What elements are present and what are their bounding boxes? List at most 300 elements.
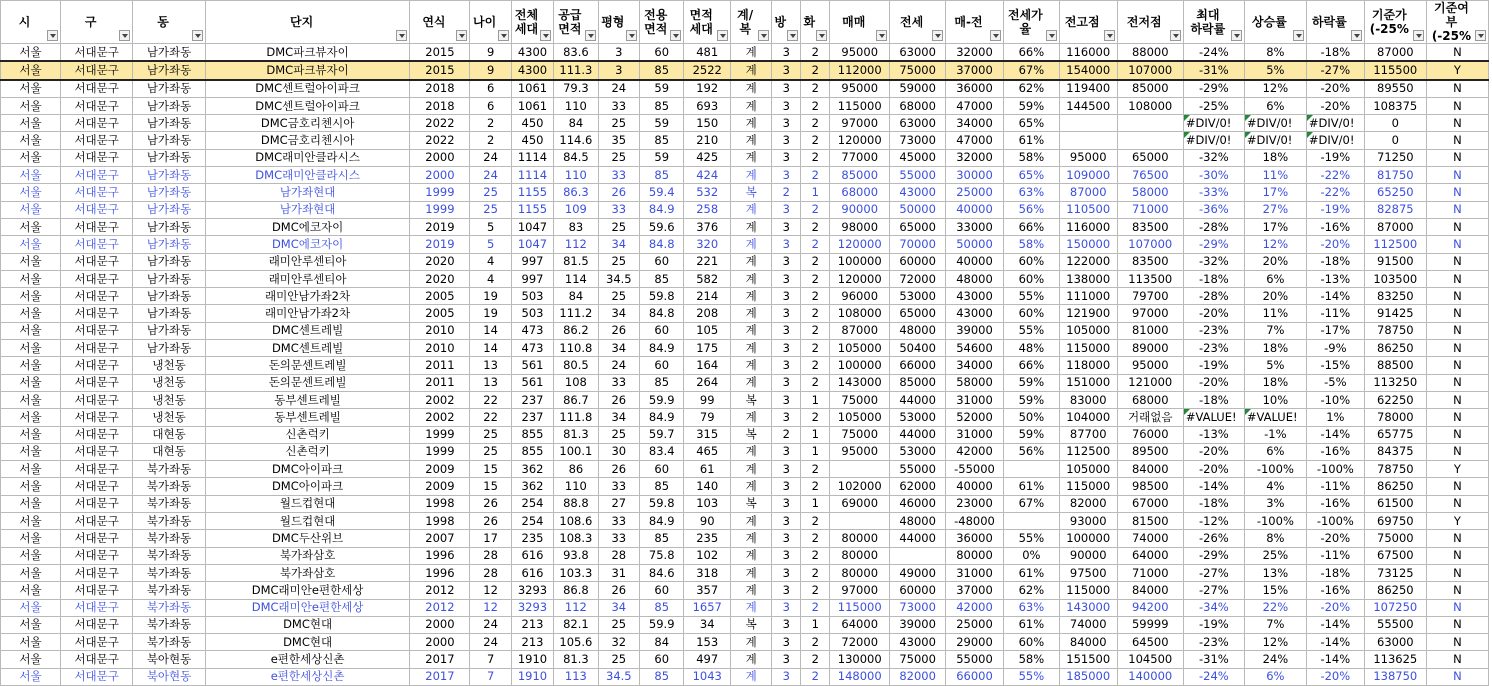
table-cell[interactable]: 318	[684, 564, 731, 581]
table-cell[interactable]: 48000	[946, 270, 1004, 287]
table-cell[interactable]: 97000	[830, 582, 890, 599]
table-row[interactable]	[1, 184, 1489, 201]
filter-dropdown-icon[interactable]	[396, 30, 407, 41]
table-cell[interactable]: -48000	[946, 513, 1004, 530]
table-cell[interactable]: 서울	[1, 236, 61, 253]
table-cell[interactable]: 14	[470, 340, 511, 357]
table-row[interactable]	[1, 616, 1489, 633]
table-cell[interactable]: 450	[511, 115, 553, 132]
table-cell[interactable]: 105000	[1059, 461, 1117, 478]
table-cell[interactable]: 103.3	[554, 564, 598, 581]
column-header[interactable]	[1059, 1, 1117, 44]
table-cell[interactable]: 213	[511, 634, 553, 651]
table-cell[interactable]: 83.4	[639, 443, 683, 460]
table-cell[interactable]: 78750	[1364, 461, 1426, 478]
table-cell[interactable]: 616	[511, 564, 553, 581]
table-cell[interactable]: 월드컵현대	[205, 513, 410, 530]
table-cell[interactable]: 59.4	[639, 184, 683, 201]
table-cell[interactable]: -18%	[1306, 253, 1364, 270]
table-cell[interactable]: 신촌럭키	[205, 426, 410, 443]
table-cell[interactable]: 5	[470, 236, 511, 253]
table-cell[interactable]: 서대문구	[60, 478, 132, 495]
table-cell[interactable]: 315	[684, 426, 731, 443]
table-cell[interactable]: 서대문구	[60, 443, 132, 460]
table-cell[interactable]: N	[1426, 599, 1488, 616]
table-cell[interactable]: 남가좌현대	[205, 201, 410, 218]
table-row[interactable]	[1, 443, 1489, 460]
table-cell[interactable]: 1998	[410, 495, 470, 512]
table-row[interactable]	[1, 61, 1489, 79]
table-cell[interactable]: 89550	[1364, 80, 1426, 98]
table-cell[interactable]: 47000	[946, 97, 1004, 114]
table-cell[interactable]: 25	[470, 184, 511, 201]
table-cell[interactable]: 47000	[946, 132, 1004, 149]
table-cell[interactable]: 2000	[410, 616, 470, 633]
table-cell[interactable]: 서울	[1, 253, 61, 270]
table-cell[interactable]: Y	[1426, 61, 1488, 79]
table-cell[interactable]: 55%	[1003, 530, 1059, 547]
table-cell[interactable]: 계	[730, 357, 771, 374]
table-cell[interactable]: 58000	[1117, 184, 1183, 201]
table-cell[interactable]: 서울	[1, 288, 61, 305]
table-cell[interactable]: 2	[470, 132, 511, 149]
table-cell[interactable]: 33	[598, 513, 639, 530]
table-row[interactable]	[1, 357, 1489, 374]
table-cell[interactable]: 83.6	[554, 44, 598, 62]
table-cell[interactable]: 서대문구	[60, 495, 132, 512]
table-cell[interactable]: 돈의문센트레빌	[205, 374, 410, 391]
table-cell[interactable]: 108.6	[554, 513, 598, 530]
table-cell[interactable]: 79.3	[554, 80, 598, 98]
table-cell[interactable]: 복	[730, 426, 771, 443]
table-cell[interactable]: 서대문구	[60, 547, 132, 564]
table-cell[interactable]: 50%	[1003, 409, 1059, 426]
table-cell[interactable]: 9	[470, 44, 511, 62]
table-cell[interactable]: 2	[801, 97, 830, 114]
table-cell[interactable]: 24	[598, 80, 639, 98]
table-cell[interactable]: 3	[772, 530, 801, 547]
table-cell[interactable]: 71250	[1364, 149, 1426, 166]
table-cell[interactable]: 2019	[410, 218, 470, 235]
table-cell[interactable]: 65775	[1364, 426, 1426, 443]
column-header[interactable]	[830, 1, 890, 44]
table-cell[interactable]: 서울	[1, 495, 61, 512]
table-cell[interactable]: 서울	[1, 478, 61, 495]
table-cell[interactable]: 계	[730, 97, 771, 114]
table-cell[interactable]: 85	[639, 270, 683, 287]
table-cell[interactable]: 19	[470, 288, 511, 305]
table-cell[interactable]: 81000	[1117, 322, 1183, 339]
table-cell[interactable]: 서대문구	[60, 270, 132, 287]
table-cell[interactable]: 71000	[1117, 201, 1183, 218]
table-cell[interactable]: 1061	[511, 97, 553, 114]
table-cell[interactable]: 12%	[1244, 80, 1306, 98]
table-cell[interactable]: 107250	[1364, 599, 1426, 616]
table-cell[interactable]: 376	[684, 218, 731, 235]
table-cell[interactable]: -20%	[1306, 236, 1364, 253]
table-cell[interactable]: 104000	[1059, 409, 1117, 426]
table-cell[interactable]: 3	[772, 564, 801, 581]
table-cell[interactable]: 85	[639, 478, 683, 495]
table-cell[interactable]: 108000	[1117, 97, 1183, 114]
table-cell[interactable]: 2	[801, 80, 830, 98]
table-cell[interactable]: -30%	[1183, 167, 1244, 184]
table-cell[interactable]: 64500	[1117, 634, 1183, 651]
table-cell[interactable]: 30000	[946, 167, 1004, 184]
table-cell[interactable]: 88.8	[554, 495, 598, 512]
column-header[interactable]	[1, 1, 61, 44]
filter-dropdown-icon[interactable]	[1104, 30, 1115, 41]
table-cell[interactable]: 115000	[830, 97, 890, 114]
table-cell[interactable]: 143000	[1059, 599, 1117, 616]
table-cell[interactable]: 254	[511, 495, 553, 512]
table-row[interactable]	[1, 634, 1489, 651]
table-cell[interactable]: 1114	[511, 149, 553, 166]
table-cell[interactable]: 서울	[1, 651, 61, 668]
table-cell[interactable]: 140	[684, 478, 731, 495]
table-cell[interactable]: 2009	[410, 461, 470, 478]
table-cell[interactable]: 0	[1364, 132, 1426, 149]
table-cell[interactable]: 59	[639, 80, 683, 98]
table-cell[interactable]: -23%	[1183, 322, 1244, 339]
table-cell[interactable]: 67%	[1003, 495, 1059, 512]
table-row[interactable]	[1, 340, 1489, 357]
table-cell[interactable]: -19%	[1183, 616, 1244, 633]
table-cell[interactable]: 95000	[1059, 149, 1117, 166]
table-cell[interactable]: N	[1426, 651, 1488, 668]
table-cell[interactable]: 서울	[1, 599, 61, 616]
table-cell[interactable]: 114	[554, 270, 598, 287]
table-cell[interactable]: 13	[470, 374, 511, 391]
table-cell[interactable]: 1996	[410, 564, 470, 581]
table-cell[interactable]: 86	[554, 461, 598, 478]
table-cell[interactable]: -18%	[1306, 44, 1364, 62]
table-cell[interactable]: -31%	[1183, 651, 1244, 668]
table-cell[interactable]: 119400	[1059, 80, 1117, 98]
table-cell[interactable]: 복	[730, 616, 771, 633]
table-cell[interactable]: 49000	[890, 564, 946, 581]
table-row[interactable]	[1, 132, 1489, 149]
table-cell[interactable]: N	[1426, 564, 1488, 581]
table-cell[interactable]: 24	[470, 167, 511, 184]
table-cell[interactable]: 서대문구	[60, 149, 132, 166]
table-cell[interactable]: 2	[772, 426, 801, 443]
table-cell[interactable]	[1059, 115, 1117, 132]
table-cell[interactable]: 서대문구	[60, 80, 132, 98]
column-header[interactable]	[554, 1, 598, 44]
table-cell[interactable]: 75000	[1364, 530, 1426, 547]
table-row[interactable]	[1, 80, 1489, 98]
table-cell[interactable]: 855	[511, 443, 553, 460]
table-cell[interactable]: 61500	[1364, 495, 1426, 512]
column-header[interactable]	[801, 1, 830, 44]
table-cell[interactable]: Y	[1426, 461, 1488, 478]
table-cell[interactable]: 2018	[410, 80, 470, 98]
table-cell[interactable]: 59.7	[639, 426, 683, 443]
table-cell[interactable]: 34.5	[598, 270, 639, 287]
table-cell[interactable]: 3	[772, 288, 801, 305]
table-cell[interactable]: N	[1426, 495, 1488, 512]
table-cell[interactable]: 83250	[1364, 288, 1426, 305]
table-cell[interactable]: 27%	[1244, 201, 1306, 218]
table-cell[interactable]: -20%	[1306, 80, 1364, 98]
table-cell[interactable]	[1003, 461, 1059, 478]
table-cell[interactable]: 2	[801, 201, 830, 218]
table-cell[interactable]: 95000	[830, 443, 890, 460]
table-cell[interactable]: 85	[639, 374, 683, 391]
table-cell[interactable]: N	[1426, 80, 1488, 98]
table-cell[interactable]: 27	[598, 495, 639, 512]
table-cell[interactable]: 50400	[890, 340, 946, 357]
table-cell[interactable]: 2002	[410, 409, 470, 426]
table-cell[interactable]: 래미안남가좌2차	[205, 305, 410, 322]
table-cell[interactable]: N	[1426, 426, 1488, 443]
table-cell[interactable]: 113	[554, 668, 598, 685]
table-cell[interactable]: 111000	[1059, 288, 1117, 305]
table-cell[interactable]: 64000	[830, 616, 890, 633]
column-header[interactable]	[890, 1, 946, 44]
table-cell[interactable]: 25	[598, 426, 639, 443]
table-cell[interactable]: N	[1426, 391, 1488, 408]
table-cell[interactable]: 3	[772, 305, 801, 322]
table-cell[interactable]: 65250	[1364, 184, 1426, 201]
table-cell[interactable]: 남가좌동	[133, 305, 205, 322]
table-row[interactable]	[1, 167, 1489, 184]
table-cell[interactable]: 43000	[946, 305, 1004, 322]
table-cell[interactable]: 서울	[1, 132, 61, 149]
table-cell[interactable]: 3	[772, 409, 801, 426]
table-cell[interactable]: 서울	[1, 391, 61, 408]
table-cell[interactable]: 서울	[1, 461, 61, 478]
table-row[interactable]	[1, 288, 1489, 305]
table-cell[interactable]: 2020	[410, 253, 470, 270]
table-cell[interactable]: 855	[511, 426, 553, 443]
table-cell[interactable]: 12	[470, 582, 511, 599]
table-cell[interactable]: 계	[730, 478, 771, 495]
table-cell[interactable]: -14%	[1306, 616, 1364, 633]
table-cell[interactable]: 59%	[1003, 391, 1059, 408]
table-cell[interactable]: 237	[511, 409, 553, 426]
table-row[interactable]	[1, 409, 1489, 426]
table-cell[interactable]: 34000	[946, 115, 1004, 132]
table-cell[interactable]: 3	[772, 582, 801, 599]
table-cell[interactable]: 59000	[890, 80, 946, 98]
table-cell[interactable]: 22	[470, 409, 511, 426]
table-cell[interactable]: 계	[730, 236, 771, 253]
table-cell[interactable]: 서울	[1, 374, 61, 391]
table-cell[interactable]: 148000	[830, 668, 890, 685]
table-cell[interactable]: DMC래미안e편한세상	[205, 582, 410, 599]
table-cell[interactable]: 17%	[1244, 184, 1306, 201]
table-cell[interactable]: -29%	[1183, 236, 1244, 253]
table-cell[interactable]: 2000	[410, 634, 470, 651]
table-cell[interactable]: 24	[598, 357, 639, 374]
table-cell[interactable]: 63000	[890, 115, 946, 132]
table-cell[interactable]: 150	[684, 115, 731, 132]
table-cell[interactable]: 서울	[1, 409, 61, 426]
table-cell[interactable]: 북가좌동	[133, 495, 205, 512]
table-cell[interactable]: 래미안루센티아	[205, 253, 410, 270]
table-cell[interactable]: N	[1426, 218, 1488, 235]
filter-dropdown-icon[interactable]	[456, 30, 467, 41]
table-cell[interactable]: 561	[511, 374, 553, 391]
filter-dropdown-icon[interactable]	[1351, 30, 1362, 41]
table-cell[interactable]: 서대문구	[60, 305, 132, 322]
table-cell[interactable]: 서울	[1, 97, 61, 114]
column-header[interactable]	[1003, 1, 1059, 44]
table-cell[interactable]: 90000	[1059, 547, 1117, 564]
table-cell[interactable]: 서대문구	[60, 115, 132, 132]
table-row[interactable]	[1, 149, 1489, 166]
table-cell[interactable]: 서대문구	[60, 634, 132, 651]
table-cell[interactable]: #DIV/0!	[1244, 115, 1306, 132]
table-cell[interactable]: 서울	[1, 115, 61, 132]
table-cell[interactable]: 3	[772, 461, 801, 478]
table-cell[interactable]: 59%	[1003, 97, 1059, 114]
table-cell[interactable]: 26	[470, 495, 511, 512]
table-cell[interactable]: 110500	[1059, 201, 1117, 218]
table-cell[interactable]: 18%	[1244, 340, 1306, 357]
table-cell[interactable]: 33	[598, 97, 639, 114]
table-cell[interactable]: 3	[772, 478, 801, 495]
table-cell[interactable]: 남가좌동	[133, 44, 205, 62]
table-cell[interactable]: DMC에코자이	[205, 236, 410, 253]
table-cell[interactable]: 5%	[1244, 61, 1306, 79]
table-cell[interactable]: 185000	[1059, 668, 1117, 685]
table-cell[interactable]: 221	[684, 253, 731, 270]
table-cell[interactable]: 25	[598, 616, 639, 633]
table-cell[interactable]: N	[1426, 322, 1488, 339]
column-header[interactable]	[598, 1, 639, 44]
filter-dropdown-icon[interactable]	[585, 30, 596, 41]
table-cell[interactable]: 76000	[1117, 426, 1183, 443]
filter-dropdown-icon[interactable]	[1170, 30, 1181, 41]
table-cell[interactable]: 58%	[1003, 149, 1059, 166]
table-cell[interactable]: 북가좌동	[133, 634, 205, 651]
table-cell[interactable]: 계	[730, 513, 771, 530]
table-cell[interactable]: 130000	[830, 651, 890, 668]
table-cell[interactable]: 70000	[890, 236, 946, 253]
column-header[interactable]	[1426, 1, 1488, 44]
table-cell[interactable]: 7	[470, 651, 511, 668]
table-cell[interactable]: 4%	[1244, 478, 1306, 495]
table-cell[interactable]: 59.9	[639, 616, 683, 633]
table-row[interactable]	[1, 322, 1489, 339]
table-cell[interactable]: 60	[639, 44, 683, 62]
table-cell[interactable]: 59%	[1003, 374, 1059, 391]
table-cell[interactable]: 25%	[1244, 547, 1306, 564]
table-cell[interactable]: 82.1	[554, 616, 598, 633]
table-cell[interactable]: 110	[554, 167, 598, 184]
table-cell[interactable]: 1155	[511, 184, 553, 201]
table-cell[interactable]: 2	[470, 115, 511, 132]
table-cell[interactable]: -28%	[1183, 288, 1244, 305]
table-cell[interactable]: 254	[511, 513, 553, 530]
table-cell[interactable]: 계	[730, 409, 771, 426]
table-cell[interactable]: 93000	[1059, 513, 1117, 530]
table-cell[interactable]: 2011	[410, 374, 470, 391]
table-cell[interactable]: 96000	[830, 288, 890, 305]
table-cell[interactable]: 62250	[1364, 391, 1426, 408]
table-cell[interactable]: -19%	[1306, 149, 1364, 166]
table-cell[interactable]: 473	[511, 340, 553, 357]
table-cell[interactable]: 105000	[1059, 322, 1117, 339]
table-cell[interactable]: 100000	[830, 253, 890, 270]
table-cell[interactable]: 115000	[830, 599, 890, 616]
table-cell[interactable]: -24%	[1183, 668, 1244, 685]
table-cell[interactable]	[1003, 513, 1059, 530]
table-cell[interactable]: 2522	[684, 61, 731, 79]
table-row[interactable]	[1, 547, 1489, 564]
filter-dropdown-icon[interactable]	[1046, 30, 1057, 41]
table-cell[interactable]: 남가좌동	[133, 218, 205, 235]
table-cell[interactable]: N	[1426, 374, 1488, 391]
table-cell[interactable]: 31000	[946, 391, 1004, 408]
table-cell[interactable]: 362	[511, 461, 553, 478]
table-cell[interactable]: -34%	[1183, 599, 1244, 616]
table-cell[interactable]: #DIV/0!	[1306, 132, 1364, 149]
table-cell[interactable]: 59.8	[639, 495, 683, 512]
table-cell[interactable]: 3	[772, 115, 801, 132]
table-cell[interactable]: 4300	[511, 61, 553, 79]
table-cell[interactable]: 서울	[1, 322, 61, 339]
table-cell[interactable]: 남가좌동	[133, 149, 205, 166]
table-cell[interactable]: 214	[684, 288, 731, 305]
table-cell[interactable]: 냉천동	[133, 374, 205, 391]
table-cell[interactable]: 78000	[1364, 409, 1426, 426]
table-cell[interactable]: 31	[598, 564, 639, 581]
table-cell[interactable]: DMC센트럴아이파크	[205, 97, 410, 114]
table-cell[interactable]: 12%	[1244, 236, 1306, 253]
column-header[interactable]	[511, 1, 553, 44]
table-cell[interactable]: 20%	[1244, 253, 1306, 270]
table-cell[interactable]: 계	[730, 253, 771, 270]
table-cell[interactable]: 26	[598, 461, 639, 478]
table-cell[interactable]: 1047	[511, 236, 553, 253]
filter-dropdown-icon[interactable]	[47, 30, 58, 41]
table-cell[interactable]: 110	[554, 478, 598, 495]
table-cell[interactable]: 3	[772, 599, 801, 616]
table-cell[interactable]: 56%	[1003, 201, 1059, 218]
table-cell[interactable]: 79	[684, 409, 731, 426]
table-cell[interactable]: -11%	[1306, 305, 1364, 322]
table-cell[interactable]: 61%	[1003, 478, 1059, 495]
table-cell[interactable]: -100%	[1244, 461, 1306, 478]
table-cell[interactable]: 112500	[1059, 443, 1117, 460]
table-cell[interactable]: 235	[684, 530, 731, 547]
table-cell[interactable]: 서대문구	[60, 513, 132, 530]
table-cell[interactable]: 68000	[890, 97, 946, 114]
table-cell[interactable]: 79700	[1117, 288, 1183, 305]
table-cell[interactable]: 104500	[1117, 651, 1183, 668]
table-cell[interactable]: 7%	[1244, 322, 1306, 339]
filter-dropdown-icon[interactable]	[1475, 30, 1486, 41]
table-cell[interactable]: 98500	[1117, 478, 1183, 495]
table-cell[interactable]: 남가좌동	[133, 253, 205, 270]
table-cell[interactable]: N	[1426, 44, 1488, 62]
table-cell[interactable]: 돈의문센트레빌	[205, 357, 410, 374]
table-cell[interactable]: 계	[730, 288, 771, 305]
table-cell[interactable]: 76500	[1117, 167, 1183, 184]
table-cell[interactable]: 151000	[1059, 374, 1117, 391]
table-cell[interactable]: 17	[470, 530, 511, 547]
table-cell[interactable]: 113250	[1364, 374, 1426, 391]
table-cell[interactable]: -23%	[1183, 340, 1244, 357]
table-cell[interactable]: 서울	[1, 513, 61, 530]
table-cell[interactable]: 2022	[410, 115, 470, 132]
table-cell[interactable]: 계	[730, 374, 771, 391]
table-cell[interactable]: 65%	[1003, 167, 1059, 184]
